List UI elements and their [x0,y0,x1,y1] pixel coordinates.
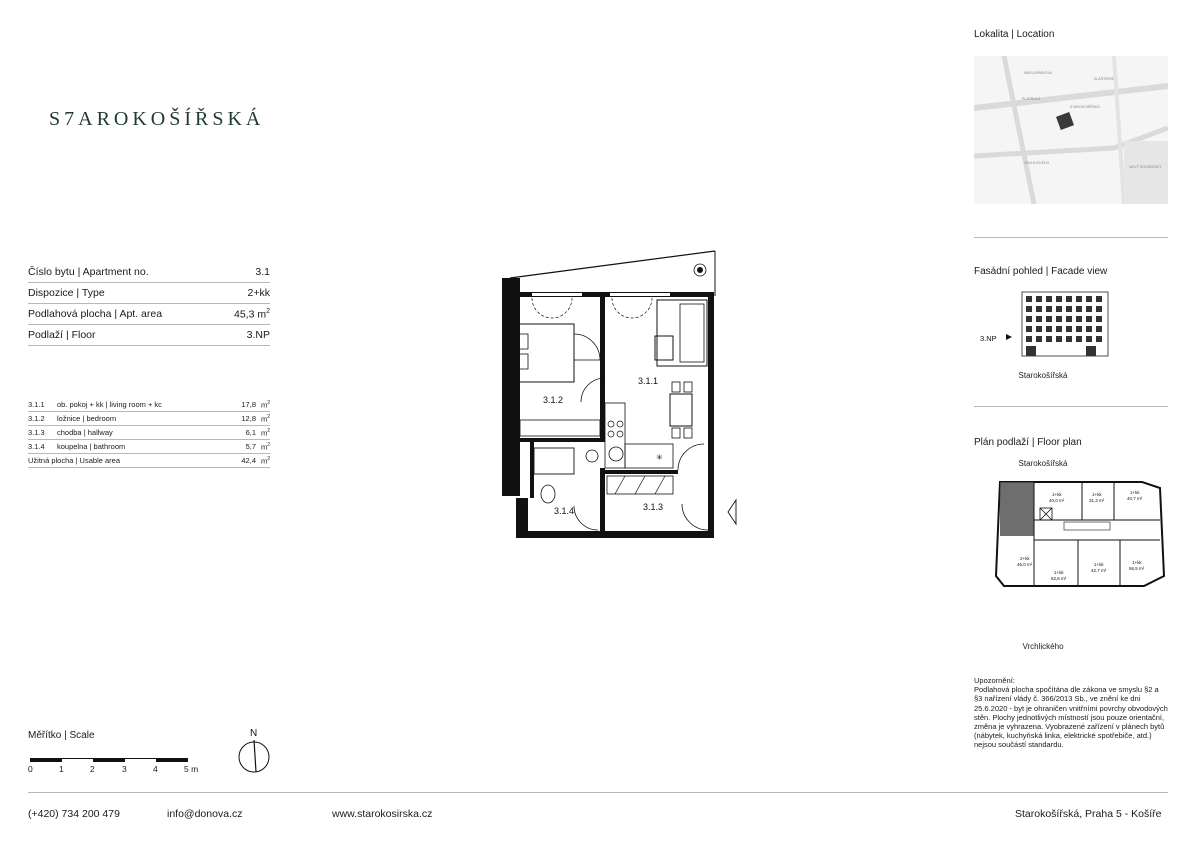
apartment-number-value: 3.1 [255,266,270,278]
room-name: koupelna | bathroom [57,442,126,451]
west-wall-lower [516,498,528,538]
plant-icon [697,267,703,273]
partition-wall [605,470,678,474]
unit-area: 46,0 m² [1017,562,1033,567]
room-area: 6,1 [245,428,256,437]
location-title: Lokalita | Location [974,29,1055,40]
scale-bar [30,758,188,763]
partition-wall [600,297,605,442]
window-swing [612,298,652,318]
apartment-area-row [28,304,270,325]
entrance-arrow-icon [728,500,736,524]
wardrobe-door [615,476,625,494]
street-label: PLZEŇSKÁ [1022,97,1041,101]
kitchen-counter [625,444,673,468]
chair [684,428,692,438]
room-code: 3.1.2 [28,414,45,423]
door-swing [678,444,704,470]
street-label: NOVÝ SOUSEDSKÝ [1129,165,1162,169]
unit-type: 2+kk [1020,556,1030,561]
floorplan-top-caption: Starokošířská [1018,459,1068,468]
footer-email-link[interactable]: info@donova.cz [167,808,243,820]
dining-table [670,394,692,426]
west-wall [502,278,520,496]
unit-type: 1+kk [1092,492,1102,497]
room-unit-text: m [260,400,268,410]
footer-phone: (+420) 734 200 479 [28,808,120,820]
plan-label-hallway: 3.1.3 [643,502,664,512]
hob-burner [608,431,614,437]
scale-tick: 0 [28,764,33,774]
usable-unit-text: m [260,456,268,466]
unit-type: 1+kk [1054,570,1064,575]
room-unit-sup: 2 [267,399,270,406]
apartment-floor-row [28,325,270,346]
room-row [28,412,270,426]
balcony-railing [510,251,715,278]
room-area: 12,8 [241,414,256,423]
floorplan-title: Plán podlaží | Floor plan [974,437,1082,448]
scale-tick: 3 [122,764,127,774]
footer-web-link[interactable]: www.starokosirska.cz [332,808,433,820]
room-area-table [28,398,270,468]
chair [672,428,680,438]
sofa [657,300,707,366]
room-name: ložnice | bedroom [57,414,117,423]
toilet [541,485,555,503]
usable-unit-sup: 2 [267,455,270,462]
room-unit [256,414,270,424]
footer-address: Starokošířská, Praha 5 - Košíře [1015,808,1162,820]
room-unit-sup: 2 [267,413,270,420]
floor-overview-drawing [974,478,1168,588]
street-label: STAROKOŠÍŘSKÁ [1070,105,1100,109]
unit-type: 1+kk [1052,492,1062,497]
partition-wall [600,468,605,534]
partition-wall [530,442,534,498]
sink [609,447,623,461]
apartment-area-sup: 2 [266,307,270,315]
chair [672,382,680,392]
plan-label-bathroom: 3.1.4 [554,506,575,516]
unit-type-area: 31,3 m² [1089,498,1105,503]
street-label: VRCHLICKÉHO [1024,161,1050,165]
room-unit-text: m [260,414,268,424]
usable-area-row [28,454,270,468]
room-unit-sup: 2 [267,427,270,434]
facade-drawing [974,286,1168,358]
coffee-table [655,336,673,360]
south-wall [528,531,714,538]
extractor-icon: ✳ [656,453,663,462]
scale-tick: 5 m [184,764,199,774]
plan-label-living: 3.1.1 [638,376,659,386]
facade-floor-marker: 3.NP [980,334,997,343]
washbasin [586,450,598,462]
notice-body: Podlahová plocha spočítána dle zákona ve smyslu §2 a §3 nařízení vlády č. 366/2013 Sb., ve znění ke dni 25.6.2020 - byt je ohraničen vnitřními povrchy obvodových stěn. Plochy jednotlivých místností jsou pouze orientační, změna je vyhrazena. Vyobrazené zařízení v plánech bytů (nábytek, kuchyňská linka, elektrické spotřebiče, atd.) nejsou součástí standardu. [974,685,1168,750]
usable-area-label: Užitná plocha | Usable area [28,456,120,465]
facade-caption: Starokošířská [1018,371,1068,380]
wardrobe-door [655,476,665,494]
unit-area: 56,5 m² [1129,566,1145,571]
area-notice [974,676,1168,750]
apartment-floor-value: 3.NP [246,329,270,341]
room-area: 17,8 [241,400,256,409]
unit-type: 1+kk [1094,562,1104,567]
plan-label-bedroom: 3.1.2 [543,395,564,405]
scale-section [28,730,199,774]
apartment-floor-label: Podlaží | Floor [28,329,96,341]
scale-tick: 1 [59,764,64,774]
window-swing [532,298,572,318]
room-unit [256,442,270,452]
east-wall [708,296,714,536]
notice-heading: Upozornění: [974,676,1015,685]
unit-area: 42,7 m² [1091,568,1107,573]
apartment-floor-plan [490,248,750,548]
floor-marker-arrow-icon [1006,334,1012,340]
room-row [28,426,270,440]
location-map [974,56,1168,204]
hob-burner [608,421,614,427]
entrance-door [682,504,708,530]
apartment-type-label: Dispozice | Type [28,287,105,299]
apartment-info-table [28,262,270,346]
scale-title: Měřítko | Scale [28,730,95,741]
room-unit-text: m [260,428,268,438]
unit-area: 40,7 m² [1127,496,1143,501]
apartment-area-label: Podlahová plocha | Apt. area [28,308,163,320]
wardrobe-door [635,476,645,494]
room-code: 3.1.1 [28,400,45,409]
sofa-seat [680,304,704,362]
apartment-type-row [28,283,270,304]
north-arrow-icon [236,726,272,774]
chair [684,382,692,392]
section-divider [974,237,1168,238]
facade-title: Fasádní pohled | Facade view [974,266,1108,277]
apartment-area-number: 45,3 m [233,308,267,321]
street-label: NÁDVORNÍKOVA [1024,71,1052,75]
room-unit-sup: 2 [267,441,270,448]
door-swing [574,334,600,360]
floorplan-bottom-caption: Vrchlického [1022,642,1064,651]
room-unit [256,400,270,410]
unit-area: 40,0 m² [1049,498,1065,503]
usable-area-value: 42,4 [241,456,256,465]
room-unit-text: m [260,442,268,452]
street-label: KLÁŠTERNÍ [1094,77,1114,81]
room-name: ob. pokoj + kk | living room + kc [57,400,162,409]
unit-area: 62,6 m² [1051,576,1067,581]
scale-tick: 2 [90,764,95,774]
unit-type: 1+kk [1132,560,1142,565]
apartment-number-row [28,262,270,283]
usable-area-unit [256,456,270,466]
room-code: 3.1.3 [28,428,45,437]
highlighted-apartment [1000,482,1034,536]
hob-burner [617,421,623,427]
bathtub [534,448,574,474]
window [610,293,670,296]
scale-tick: 4 [153,764,158,774]
unit-type: 1+kk [1130,490,1140,495]
room-row [28,398,270,412]
partition-wall [516,438,600,442]
apartment-type-value: 2+kk [247,287,270,299]
room-area: 5,7 [245,442,256,451]
room-row [28,440,270,454]
room-unit [256,428,270,438]
door-swing [574,506,598,530]
bed [518,324,574,382]
window [532,293,582,296]
north-label: N [250,728,258,739]
footer-divider [28,792,1168,793]
apartment-area-value [234,308,270,321]
section-divider [974,406,1168,407]
wardrobe [520,420,600,436]
brand-logo: S7AROKOŠÍŘSKÁ [49,108,265,130]
apartment-number-label: Číslo bytu | Apartment no. [28,266,149,278]
hob-burner [617,431,623,437]
room-name: chodba | hallway [57,428,113,437]
room-code: 3.1.4 [28,442,45,451]
